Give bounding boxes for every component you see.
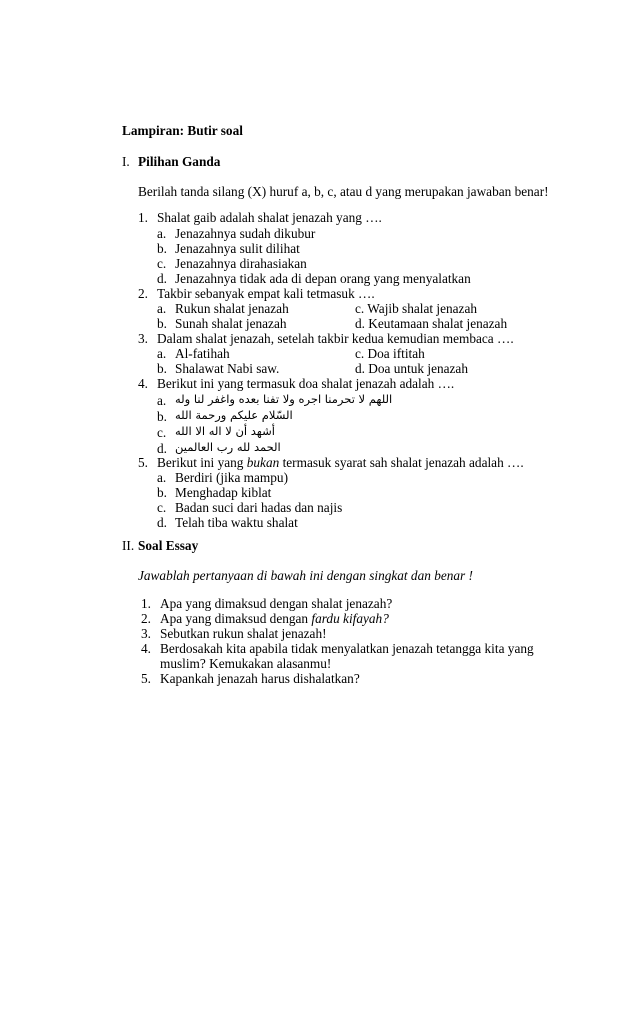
q4-d-letter: d.	[157, 441, 167, 456]
q3-text: Dalam shalat jenazah, setelah takbir kedua kemudian membaca ….	[157, 331, 514, 346]
q4-a-letter: a.	[157, 393, 167, 408]
q5-a-text: Berdiri (jika mampu)	[175, 470, 288, 485]
q3-b-text: Shalawat Nabi saw.	[175, 361, 280, 376]
q2-c-text: c. Wajib shalat jenazah	[355, 301, 477, 316]
essay-1-number: 1.	[141, 596, 151, 611]
q4-a-arabic: اللهم لا تحرمنا اجره ولا تفنا بعده واغفر لنا وله	[175, 392, 393, 406]
q1-d-text: Jenazahnya tidak ada di depan orang yang menyalatkan	[175, 271, 471, 286]
q3-a-letter: a.	[157, 346, 167, 361]
q3-b-letter: b.	[157, 361, 167, 376]
section-1-numeral: I.	[122, 154, 130, 169]
instruction-2: Jawablah pertanyaan di bawah ini dengan singkat dan benar !	[138, 568, 473, 583]
lampiran-title: Lampiran: Butir soal	[122, 123, 243, 138]
section-1-title: Pilihan Ganda	[138, 154, 221, 169]
q3-a-text: Al-fatihah	[175, 346, 230, 361]
q3-c-text: c. Doa iftitah	[355, 346, 425, 361]
essay-2-text-before: Apa yang dimaksud dengan	[160, 611, 309, 626]
essay-5-text: Kapankah jenazah harus dishalatkan?	[160, 671, 360, 686]
essay-3-number: 3.	[141, 626, 151, 641]
q5-text-after: termasuk syarat sah shalat jenazah adalah ….	[282, 455, 524, 470]
q2-number: 2.	[138, 286, 148, 301]
q1-c-text: Jenazahnya dirahasiakan	[175, 256, 307, 271]
q5-c-letter: c.	[157, 500, 167, 515]
q4-b-letter: b.	[157, 409, 167, 424]
q1-c-letter: c.	[157, 256, 167, 271]
q5-text	[157, 455, 524, 470]
essay-4-text-line2: muslim? Kemukakan alasanmu!	[160, 656, 332, 671]
q1-b-letter: b.	[157, 241, 167, 256]
q2-a-text: Rukun shalat jenazah	[175, 301, 289, 316]
q4-number: 4.	[138, 376, 148, 391]
essay-5-number: 5.	[141, 671, 151, 686]
q2-b-letter: b.	[157, 316, 167, 331]
q4-b-arabic: السّلام عليكم ورحمة الله	[175, 408, 293, 422]
q5-text-before: Berikut ini yang	[157, 455, 244, 470]
q1-b-text: Jenazahnya sulit dilihat	[175, 241, 300, 256]
essay-3-text: Sebutkan rukun shalat jenazah!	[160, 626, 327, 641]
essay-2-number: 2.	[141, 611, 151, 626]
q5-text-italic: bukan	[246, 455, 280, 470]
q1-a-letter: a.	[157, 226, 167, 241]
q5-d-text: Telah tiba waktu shalat	[175, 515, 298, 530]
q4-d-arabic: الحمد لله رب العالمين	[175, 440, 281, 454]
q5-number: 5.	[138, 455, 148, 470]
essay-2-text-italic: fardu kifayah?	[311, 611, 389, 626]
section-2-title: Soal Essay	[138, 538, 199, 553]
q1-number: 1.	[138, 210, 148, 225]
q3-d-text: d. Doa untuk jenazah	[355, 361, 468, 376]
essay-1-text: Apa yang dimaksud dengan shalat jenazah?	[160, 596, 393, 611]
section-2-numeral: II.	[122, 538, 135, 553]
q5-a-letter: a.	[157, 470, 167, 485]
q1-a-text: Jenazahnya sudah dikubur	[175, 226, 316, 241]
q5-b-letter: b.	[157, 485, 167, 500]
q5-c-text: Badan suci dari hadas dan najis	[175, 500, 343, 515]
q3-number: 3.	[138, 331, 148, 346]
essay-4-text: Berdosakah kita apabila tidak menyalatkan jenazah tetangga kita yang	[160, 641, 534, 656]
q2-text: Takbir sebanyak empat kali tetmasuk ….	[157, 286, 375, 301]
q5-b-text: Menghadap kiblat	[175, 485, 272, 500]
q2-a-letter: a.	[157, 301, 167, 316]
q1-d-letter: d.	[157, 271, 167, 286]
q5-d-letter: d.	[157, 515, 167, 530]
q2-b-text: Sunah shalat jenazah	[175, 316, 287, 331]
q4-c-letter: c.	[157, 425, 167, 440]
essay-2-text	[160, 611, 389, 626]
q4-text: Berikut ini yang termasuk doa shalat jenazah adalah ….	[157, 376, 455, 391]
instruction-1: Berilah tanda silang (X) huruf a, b, c, atau d yang merupakan jawaban benar!	[138, 184, 549, 199]
q2-d-text: d. Keutamaan shalat jenazah	[355, 316, 508, 331]
q1-text: Shalat gaib adalah shalat jenazah yang ….	[157, 210, 382, 225]
essay-4-number: 4.	[141, 641, 151, 656]
q4-c-arabic: أشهد أن لا اله الا الله	[175, 424, 275, 438]
